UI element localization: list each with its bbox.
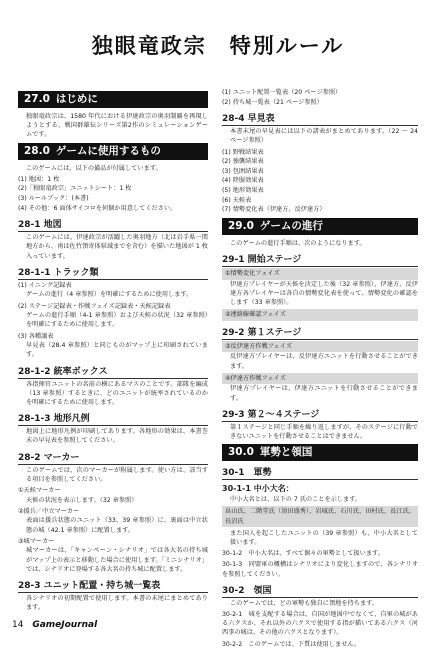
list-item: (5) 地形効果表 — [222, 186, 264, 194]
paragraph-30-2-2: 30-2-2 このゲームでは、下質は使用しません。 — [222, 640, 361, 648]
list-item: (2) 強襲結果表 — [222, 158, 264, 166]
list-item-heading: (2) ステージ記録表・作戦フェイズ記録表・天候記録表 — [18, 302, 171, 310]
list-item: (4) その他：6 面体サイコロを何個か用意してください。 — [18, 204, 177, 212]
page-title: 独眼竜政宗 特別ルール — [91, 34, 345, 58]
subsection-title-29-1: 29-1 開始ステージ — [222, 252, 418, 267]
phase-heading: ④伊達方作戦フェイズ — [222, 373, 418, 385]
page-number: 14 — [12, 620, 24, 630]
section-header-28 — [18, 143, 208, 160]
right-column — [222, 88, 418, 651]
list-item: (3) 包囲結果表 — [222, 167, 264, 175]
paragraph-30-1-2: 30-1-2 中小大名は、すべて個々の軍勢として扱います。 — [222, 550, 384, 558]
section-number: 29.0 — [228, 219, 254, 232]
marker-description: 天候の状況を表示します。（32 章参照） — [26, 496, 138, 504]
list-item-description: ゲームの進行手順（4-1 章参照）および天候の状況（32 章参照）を明確にするために使用します。 — [26, 312, 208, 329]
list-item: (1) ユニット配置一覧表（20 ページ参照） — [222, 89, 342, 96]
subsection-title-28-3: 28-3 ユニット配置・持ち城一覧表 — [18, 578, 208, 593]
section-header-27 — [18, 91, 208, 108]
page-footer — [12, 620, 97, 630]
list-item-description: ゲームの進行（4 章参照）を明確にするために使用します。 — [26, 291, 193, 299]
list-item: (1) 地図：1 枚 — [18, 175, 60, 183]
list-item: (6) 天候表 — [222, 196, 252, 204]
section-label: はじめに — [55, 93, 98, 105]
list-item-heading: (3) 各種譲表 — [18, 332, 54, 340]
list-item: (3) ルールブック：(本書) — [18, 195, 89, 202]
paragraph-30-2: このゲームでは、どの軍勢も独自に領地を持ちます。 — [230, 599, 379, 607]
marker-heading: ③城マーカー — [18, 537, 55, 545]
paragraph-28-1-3: 地図上に地形凡例が印刷してあります。各地形の効果は、本書巻末の早見表を参照してください。 — [26, 428, 208, 445]
marker-description: 城マーカーは、「キャンペーン・シナリオ」では各大名の持ち城がマップ上の表示と移動した場合に使用します。「ミニシナリオ」では、シナリオに登場する各大名の持ち城に配置します。 — [26, 547, 208, 573]
subsection-title-28-1-3: 28-1-3 地形凡例 — [18, 411, 208, 426]
phase-description: 伊達方プレイヤーが天候を決定した後（32 章参照）、伊達方、反伊達方各プレイヤーは各自の情勢変化表を使って、情勢変化の確認をします（33 章参照）。 — [230, 280, 418, 306]
section-label: ゲームの進行 — [259, 219, 323, 232]
phase-heading: ②連絡線確認フェイズ — [222, 309, 418, 321]
section-number: 28.0 — [24, 144, 50, 157]
phase-description: 反伊達方プレイヤーは、反伊達方ユニットを行動させることができます。 — [230, 353, 418, 370]
paragraph-27: 独眼竜政宗は、1580 年代における伊達政宗の奥羽制覇を再現しようとする、戦国群雄伝シリーズ第2作のシミュレーションゲームです。 — [26, 113, 208, 139]
paragraph-28: このゲームには、以下の備品が付属しています。 — [26, 164, 162, 172]
section-header-29 — [222, 218, 418, 235]
subsection-title-29-2: 29-2 第１ステージ — [222, 325, 418, 340]
subsection-title-30-1: 30-1 軍勢 — [222, 465, 418, 480]
list-item: (4) 降服効果表 — [222, 177, 264, 185]
subsection-title-28-1: 28-1 地図 — [18, 217, 208, 232]
left-column — [18, 88, 208, 614]
marker-description: 表面は援兵状態のユニット（33、39 章参照）に、裏面は中立状態の城（42.1 章参照）に配置します。 — [26, 517, 208, 534]
phase-description: 伊達方プレイヤーは、伊達方ユニットを行動させることができます。 — [230, 385, 418, 402]
subsection-title-28-1-1: 28-1-1 トラック類 — [18, 265, 208, 280]
section-label: ゲームに使用するもの — [55, 144, 161, 157]
publication-logo: GameJournal — [32, 620, 98, 630]
paragraph-29-3: 第１ステージと同じ手順を繰り返しますが、そのステージに行動できないユニットを行動させることはできません。 — [230, 423, 418, 440]
subsection-title-28-4: 28-4 早見表 — [222, 111, 418, 126]
marker-heading: ②援兵／中立マーカー — [18, 507, 80, 515]
phase-heading: ③反伊達方作戦フェイズ — [222, 341, 418, 353]
subsection-title-30-1-1: 30-1-1 中小大名： — [222, 484, 294, 494]
daimyo-list: 畠山氏、二階堂氏（須田盛秀）、岩城氏、石川氏、田村氏、長江氏、長沼氏 — [222, 506, 418, 526]
list-item: (1) 野戦結果表 — [222, 148, 264, 156]
paragraph-28-3: 各シナリオの初期配置で使用します。本書の末尾にまとめてあります。 — [26, 595, 208, 612]
paragraph-28-1-2: 各指揮官ユニットの名前の横にあるマスのことです。部隊を編成（13 章参照）するときに、どのユニットが統率されているのかを明確にするために使用します。 — [26, 380, 208, 406]
paragraph-30-2-1: 30-2-1 城を支配する場合は、自国が地図中でなくて、自軍の城がある六クスか、それ以外の六クスで使用する指が描いてある六クス（河西事の城は、その他の六クスとなります）。 — [222, 610, 418, 637]
list-item: (7) 情勢変化表（伊達方、反伊達方） — [222, 206, 326, 214]
paragraph-28-4: 本書末尾の早見表には以下の諸表がまとめてあります。（22 ～ 24 ページ参照） — [230, 128, 418, 145]
paragraph-30-1-3: 30-1-3 同盟軍の概構はシナリオにより変化しますので、各シナリオを参照してください。 — [222, 561, 418, 578]
paragraph-28-2: このゲームでは、次のマーカーが附属します。使い方は、該当する項目を参照してください。 — [26, 466, 208, 483]
marker-heading: ①天候マーカー — [18, 487, 61, 495]
section-label: 軍勢と領国 — [259, 446, 313, 459]
list-item-heading: (1) イニング記録表 — [18, 281, 72, 289]
paragraph-30-1-1: 中小大名とは、以下の 7 氏のことを示します。 — [230, 496, 362, 504]
paragraph-29: このゲームの進行手順は、次のようになります。 — [230, 239, 366, 247]
paragraph-28-1: このゲームには、伊達政宗が活躍した奥羽地方（北は岩手県一関地方から、南は佐竹領寄体県域までを含む）を描いた地図が 1 枚入っています。 — [26, 234, 208, 260]
section-number: 27.0 — [24, 93, 50, 105]
subsection-title-28-2: 28-2 マーカー — [18, 450, 208, 465]
phase-heading: ①情勢変化フェイズ — [222, 268, 418, 280]
subsection-title-30-2: 30-2 領国 — [222, 583, 418, 598]
section-number: 30.0 — [228, 446, 254, 459]
paragraph-30-1-1-note: また国人を起こしたユニットの（39 章参照）も、中小大名として扱います。 — [230, 529, 418, 546]
section-header-30 — [222, 444, 418, 461]
subsection-title-29-3: 29-3 第２～４ステージ — [222, 407, 418, 422]
list-item: (2) 持ち城一覧表（21 ページ参照） — [222, 98, 323, 106]
list-item: (2)「独眼竜政宗」ユニットシート：1 枚 — [18, 185, 132, 193]
list-item-description: 早見表（28.4 章参照）と同じものがマップ上に印刷されています。 — [26, 342, 208, 359]
subsection-title-28-1-2: 28-1-2 統率ボックス — [18, 364, 208, 379]
